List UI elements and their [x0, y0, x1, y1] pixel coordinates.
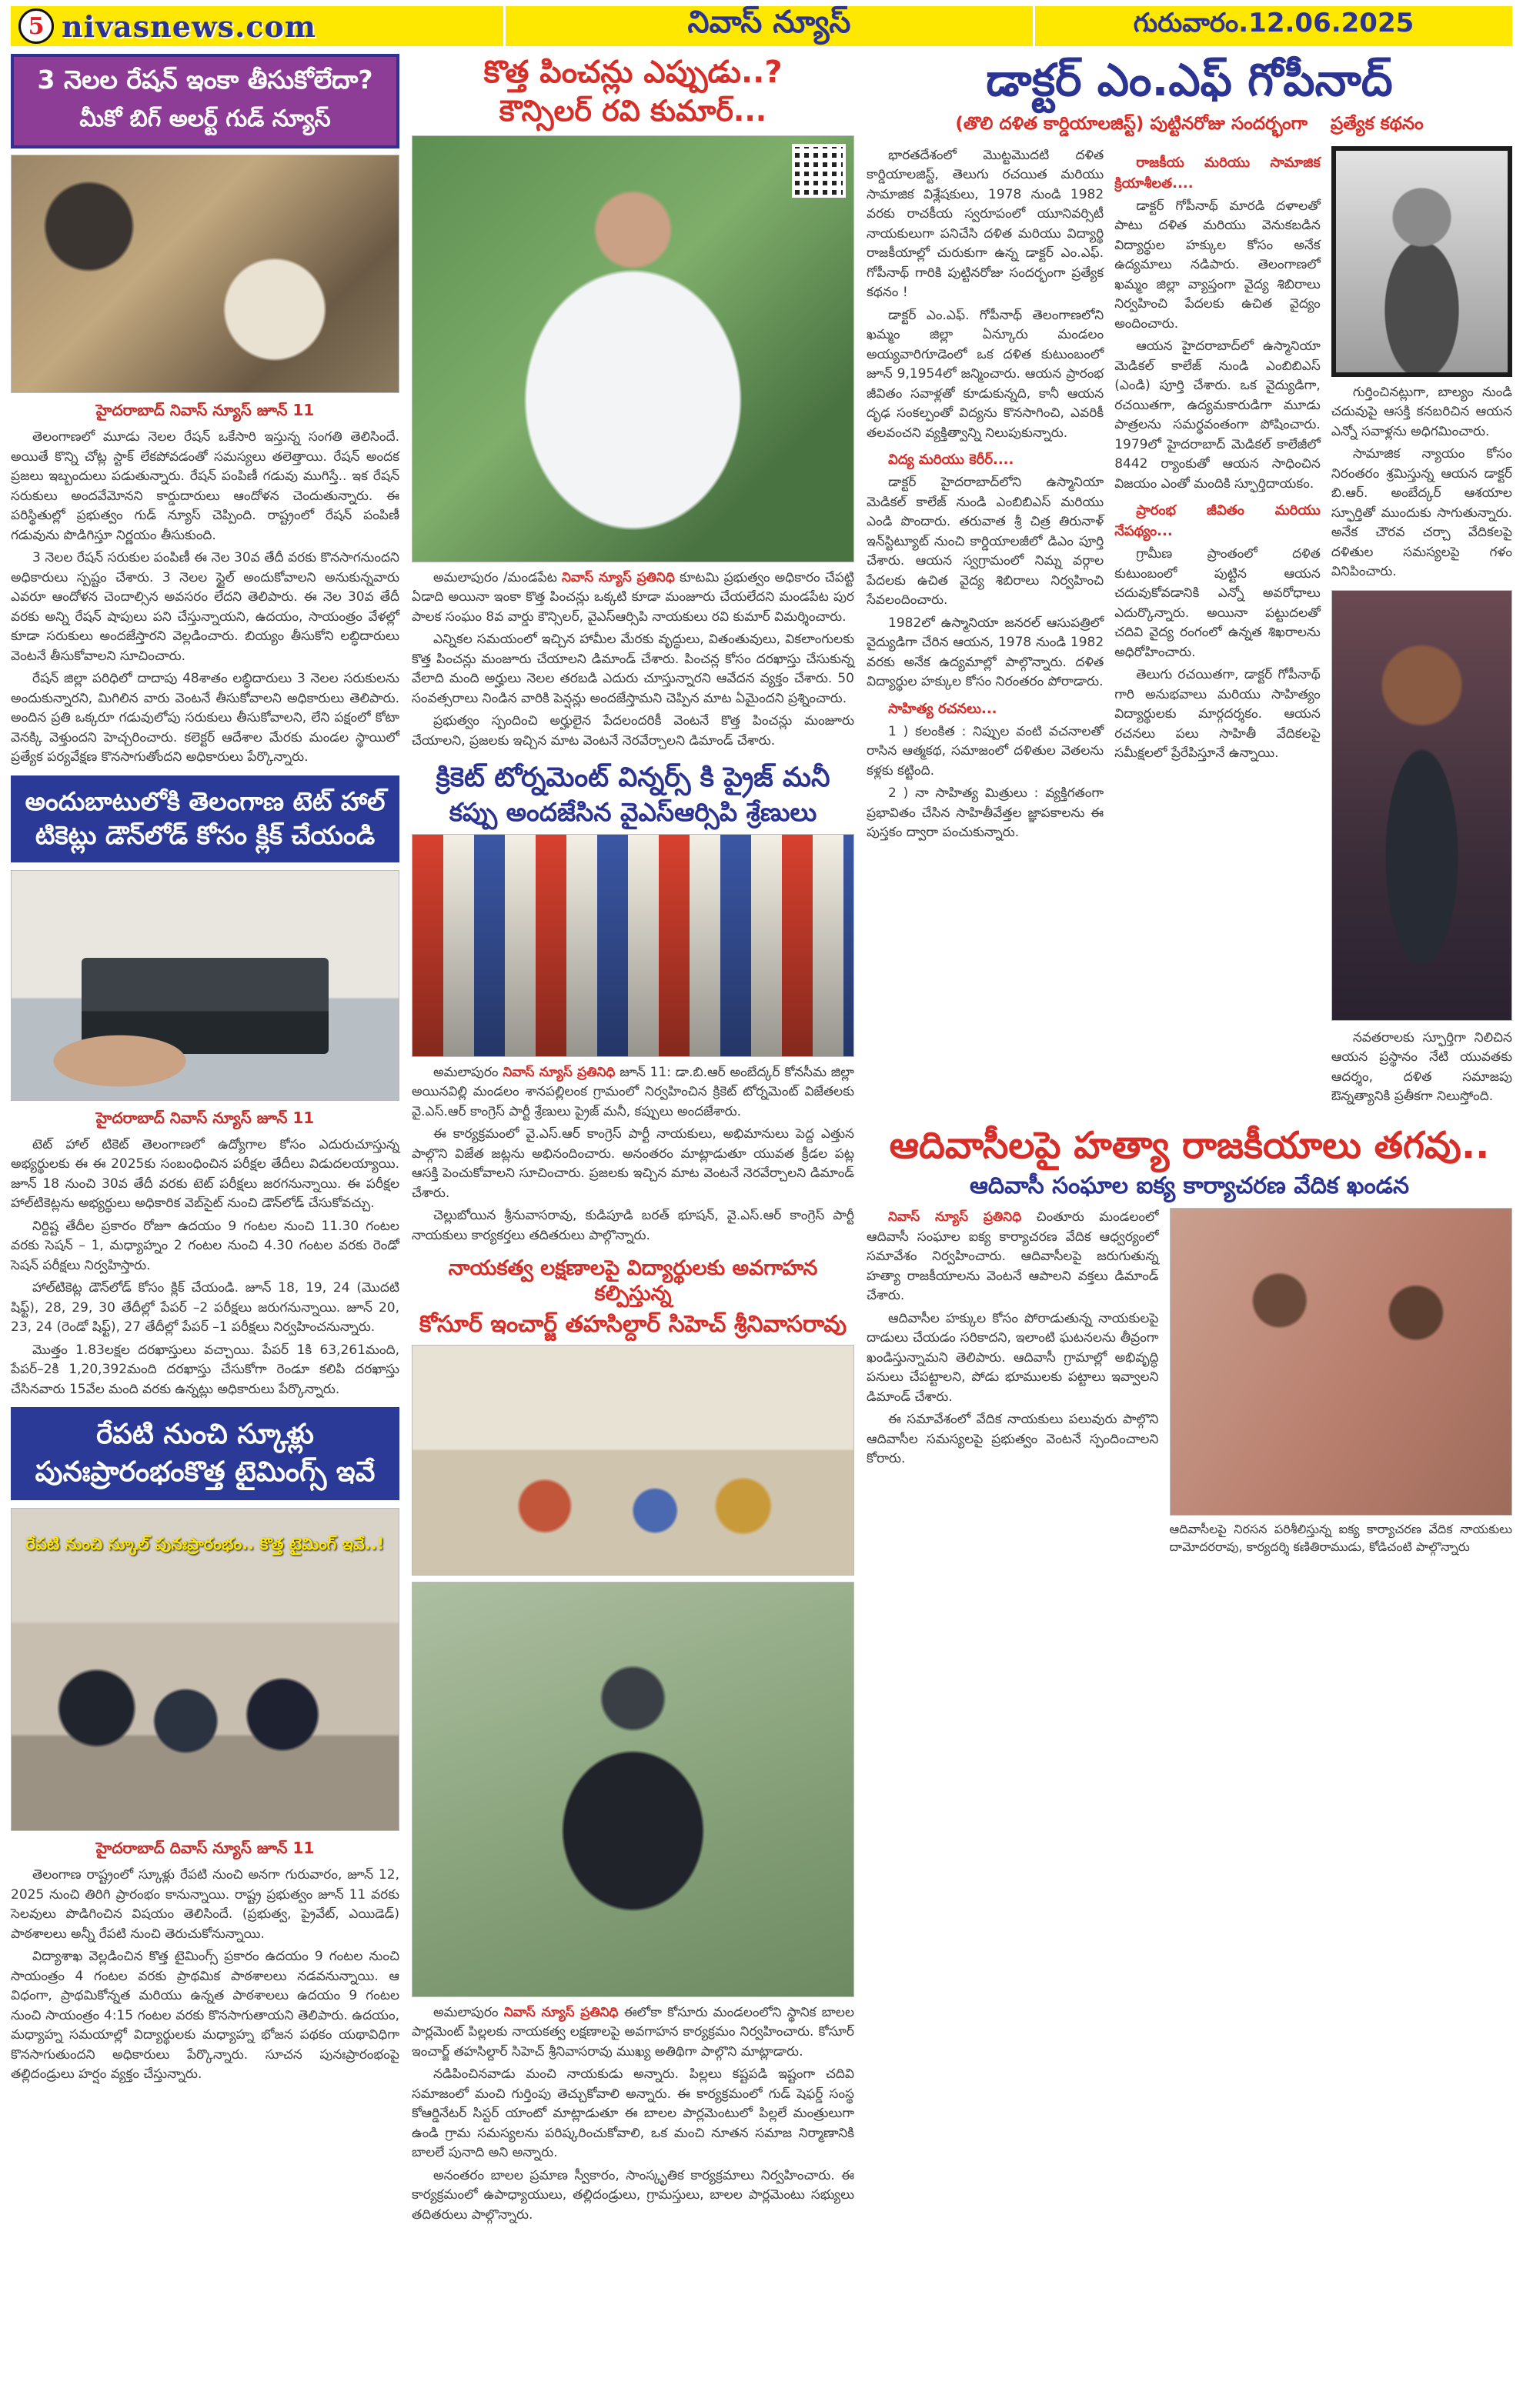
ration-body: [11, 428, 399, 768]
pension-body: [412, 569, 854, 752]
cricket-headline-line2: కప్పు అందజేసిన వైఎస్ఆర్సిపి శ్రేణులు: [449, 797, 817, 828]
cricket-lead: [412, 1063, 854, 1122]
leadership-lead-rest: ఈలోకా కోసూరు మండలంలోని స్థానిక బాలల పార్లమెంట్ పిల్లలకు నాయకత్వ లక్షణాలపై అవగాహన కార్యక్రమం నిర్వహించారు. కోసూర్ ఇంచార్జ్ తహసిల్దార్ సిహెచ్ శ్రీనివాసరావు ముఖ్య అతిథిగా పాల్గొని మాట్లాడారు.: [412, 2004, 854, 2059]
ration-paragraph: తెలంగాణలో మూడు నెలల రేషన్ ఒకేసారి ఇస్తున్న సంగతి తెలిసిందే. అయితే కొన్ని చోట్ల స్టాక్ లేకపోవడంతో సమస్యలు తలెత్తాయి. రేషన్ అందక ప్రజలు ఇబ్బందులు పడుతున్నారు. రేషన్ పంపిణీ గడువు ముగిస్తే.. ఇక రేషన్ సరుకులు అందవేమోనని కార్డుదారులు ఆందోళన చెందుతున్నారు. ఈ పరిస్థితుల్లో ప్రభుత్వం గుడ్ న్యూస్ చెప్పింది. రాష్ట్రంలో రేషన్ పంపిణీ గడువును పొడిగిస్తూ నిర్ణయం తీసుకుంది.: [11, 429, 399, 543]
leadership-headline-line2: కోసూర్ ఇంచార్జ్ తహసిల్దార్ సిహెచ్ శ్రీనివాసరావు: [419, 1310, 847, 1338]
pension-headline-line2: కౌన్సిలర్ రవి కుమార్...: [499, 94, 767, 128]
adivasi-lead: [867, 1208, 1159, 1306]
article-gopinath: [867, 54, 1512, 1110]
reporter-tag: నివాస్ న్యూస్ ప్రతినిధి: [503, 1064, 616, 1080]
masthead-left: [11, 6, 503, 46]
cricket-paragraph: ఈ కార్యక్రమంలో వై.ఎస్.ఆర్ కాంగ్రెస్ పార్టీ నాయకులు, అభిమానులు పెద్ద ఎత్తున పాల్గొని విజేత జట్లను అభినందించారు. అనంతరం మాట్లాడుతూ యువత క్రీడల పట్ల ఆసక్తి పెంచుకోవాలని సూచించారు. ప్రజలకు ఇచ్చిన మాట వెంటనే నెరవేర్చాలని డిమాండ్ చేశారు.: [412, 1126, 854, 1201]
pension-lead-prefix: అమలాపురం /మండపేట: [433, 569, 562, 585]
cricket-headline-line1: క్రికెట్ టోర్నమెంట్ విన్నర్స్ కి ప్రైజ్ మనీ: [436, 762, 830, 794]
adivasi-lead-rest: చింతూరు మండలంలో ఆదివాసీ సంఘాల ఐక్య కార్యాచరణ వేదిక ఆధ్వర్యంలో సమావేశం నిర్వహించారు. ఆదివాసీలపై జరుగుతున్న హత్యా రాజకీయాలను వెంటనే ఆపాలని వక్తలు డిమాండ్ చేశారు.: [867, 1209, 1159, 1304]
article-ration: [11, 54, 399, 768]
schools-dateline: హైదరాబాద్ దివాస్ న్యూస్ జూన్ 11: [95, 1839, 315, 1858]
middle-column: [412, 54, 854, 2228]
pension-headline-line1: కొత్త పించన్లు ఎప్పుడు..?: [483, 55, 783, 90]
pension-paragraph: ఎన్నికల సమయంలో ఇచ్చిన హామీల మేరకు వృద్ధులు, వితంతువులు, వికలాంగులకు కొత్త పించన్లు మంజూరు చేయాలని డిమాండ్ చేశారు. పించన్ల కోసం దరఖాస్తు చేసుకున్న వేలాది మంది అర్హులు నెలల తరబడి ఎదురు చూస్తున్నారని ఆవేదన వ్యక్తం చేశారు. 50 సంవత్సరాలు నిండిన వారికి పెన్షన్లు అందజేస్తామని చెప్పిన మాట ఏమైందని ప్రశ్నించారు.: [412, 632, 854, 706]
article-schools: [11, 1407, 399, 2085]
gopinath-paragraph: డాక్టర్ ఎం.ఎఫ్. గోపీనాథ్ తెలంగాణలోని ఖమ్మం జిల్లా ఏన్కూరు మండలం అయ్యవారిగూడెంలో ఒక దళిత కుటుంబంలో జూన్ 9,1954లో జన్మించారు. ఆయన ప్రారంభ జీవితం సవాళ్లతో కూడుకున్నది, కానీ ఆయన దృఢ సంకల్పంతో విద్యను కొనసాగించి, ఎవరికీ తలవంచని వ్యక్తిత్వాన్ని నిలుపుకున్నారు.: [867, 307, 1104, 441]
pension-lead-rest: కూటమి ప్రభుత్వం అధికారం చేపట్టి ఏడాది అయినా ఇంకా కొత్త పించన్లు ఒక్కటి కూడా మంజూరు చేయలేదని మండపేట పుర పాలక సంఘం 8వ వార్డు కౌన్సిలర్, వైఎస్ఆర్సిపి నాయకులు రవి కుమార్ విమర్శించారు.: [412, 569, 854, 625]
gopinath-paragraph: ఆయన హైదరాబాద్‌లో ఉస్మానియా మెడికల్ కాలేజ్ నుండి ఎంబిబిఎస్ (ఎండి) పూర్తి చేశారు. ఒక వైద్యుడిగా, రచయితగా, ఉద్యమకారుడిగా మూడు పాత్రలను సమర్థవంతంగా పోషించారు. 1979లో హైదరాబాద్ మెడికల్ కాలేజీలో 8442 ర్యాంకుతో ఆయన సాధించిన విజయం ఎంతో మందికి స్ఫూర్తిదాయకం.: [1114, 339, 1321, 492]
gopinath-subhead-1: (తొలి దళిత కార్డియాలజిస్ట్) పుట్టినరోజు సందర్భంగా: [955, 113, 1308, 134]
adivasi-leaders-photo: [1170, 1208, 1513, 1516]
left-column: [11, 54, 399, 2228]
page-columns: [11, 54, 1512, 2228]
site-name-link[interactable]: nivasnews.com: [62, 8, 316, 44]
adivasi-content: [867, 1208, 1512, 1556]
leadership-lead-prefix: అమలాపురం: [433, 2004, 504, 2020]
gopinath-paragraph: భారతదేశంలో మొట్టమొదటి దళిత కార్డియాలజిస్ట్, తెలుగు రచయిత మరియు సామాజిక విశ్లేషకులు, 1978 నుండి 1982 వరకు రాచకీయ స్వరూపంలో యూనివర్సిటీ నాయకులుగా పనిచేసి దళిత మరియు విద్యార్థి రాజకీయాల్లో చురుకుగా ఉన్న డాక్టర్ ఎం.ఎఫ్. గోపీనాథ్ గారికి పుట్టినరోజు సందర్భంగా ప్రత్యేక కథనం !: [867, 147, 1104, 301]
article-leadership: [412, 1256, 854, 2225]
tet-paragraph: హాల్‌టికెట్ల డౌన్‌లోడ్ కోసం క్లిక్ చేయండి. జూన్ 18, 19, 24 (మొదటి షిఫ్ట్), 28, 29, 30 తేదీల్లో పేపర్ –2 పరీక్షలు జరుగనున్నాయి. జూన్ 20, 23, 24 (రెండో షిఫ్ట్), 27 తేదీల్లో పేపర్ –1 పరీక్షలు నిర్వహించనున్నారు.: [11, 1280, 399, 1336]
gopinath-paragraph: తెలుగు రచయితగా, డాక్టర్ గోపీనాథ్ గారి అనుభవాలు మరియు సాహిత్యం విద్యార్థులకు మార్గదర్శకం. ఆయన రచనలు పలు సాహితీ వేదికలపై సమీక్షలలో ప్రేరేపిస్తూనే ఉన్నాయి.: [1114, 667, 1321, 762]
students-walking-photo: [11, 1508, 399, 1831]
hands-shape: [42, 1031, 197, 1090]
tet-paragraph: నిర్దిష్ట తేదీల ప్రకారం రోజూ ఉదయం 9 గంటల నుంచి 11.30 గంటల వరకు సెషన్ – 1, మధ్యాహ్నం 2 గంటల నుంచి 4.30 గంటల వరకు రెండో సెషన్ పరీక్షలు నిర్వహిస్తారు.: [11, 1218, 399, 1273]
gopinath-list-item: 1 ) కలంకిత : నిప్పుల వంటి వచనాలతో రాసిన ఆత్మకథ, సమాజంలో దళితుల వెతలను కళ్లకు కట్టింది.: [867, 723, 1104, 779]
tahsildar-speech-photo: [412, 1582, 854, 1997]
gopinath-columns: [867, 146, 1512, 1110]
gopinath-paragraph: డాక్టర్ గోపీనాథ్ మారడి దళాలతో పాటు దళిత మరియు వెనుకబడిన విద్యార్థుల హక్కుల కోసం అనేక ఉద్యమాలు నడిపారు. తెలంగాణలో ఖమ్మం జిల్లా వ్యాప్తంగా వైద్య శిబిరాలు నిర్వహించి పేదలకు ఉచిత వైద్యం అందించారు.: [1114, 198, 1321, 332]
adivasi-paragraph: ఆదివాసీల హక్కుల కోసం పోరాడుతున్న నాయకులపై దాడులు చేయడం సరికాదని, ఇలాంటి ఘటనలను తీవ్రంగా ఖండిస్తున్నామని తెలిపారు. ఆదివాసీ గ్రామాల్లో అభివృద్ధి పనులు చేపట్టాలని, పోడు భూములకు పట్టాలు ఇవ్వాలని డిమాండ్ చేశారు.: [867, 1310, 1159, 1405]
laptop-typing-photo: [11, 870, 399, 1101]
article-pension: [412, 54, 854, 751]
tet-dateline: హైదరాబాద్ నివాస్ న్యూస్ జూన్ 11: [95, 1108, 315, 1127]
gopinath-paragraph: 1982లో ఉస్మానియా జనరల్ ఆసుపత్రిలో వైద్యుడిగా చేరిన ఆయన, 1978 నుండి 1982 వరకు అనేక ఉద్యమాల్లో పాల్గొన్నారు. దళిత విద్యార్థుల హక్కుల కోసం నిరంతరం పోరాడారు.: [867, 615, 1104, 690]
qr-code: [792, 144, 846, 198]
tet-paragraph: మొత్తం 1.83లక్షల దరఖాస్తులు వచ్చాయి. పేపర్ 1కి 63,261మంది, పేపర్–2కి 1,20,392మంది దరఖాస్తు చేసుకోగా రెండూ కలిపి దరఖాస్తు చేసినవారు 15వేల మంది వరకు ఉన్నట్లు అధికారులు పేర్కొన్నారు.: [11, 1342, 399, 1397]
masthead-title: నివాస్ న్యూస్: [687, 5, 851, 40]
adivasi-headline: ఆదివాసీలపై హత్యా రాజకీయాలు తగవు..: [889, 1123, 1490, 1167]
pension-paragraph: ప్రభుత్వం స్పందించి అర్హులైన పేదలందరికీ వెంటనే కొత్త పించన్లు మంజూరు చేయాలని, ప్రజలకు ఇచ్చిన మాట వెంటనే నెరవేర్చాలని డిమాండ్ చేశారు.: [412, 713, 854, 749]
councillor-ravi-kumar-photo: [412, 135, 854, 562]
children-parliament-photo: [412, 1345, 854, 1576]
leadership-lead: [412, 2003, 854, 2063]
leadership-paragraph: నడిపించినవాడు మంచి నాయకుడు అన్నారు. పిల్లలు కష్టపడి ఇష్టంగా చదివి సమాజంలో మంచి గుర్తింపు తెచ్చుకోవాలి అన్నారు. ఈ కార్యక్రమంలో గుడ్ షెఫర్డ్ సంస్థ కోఆర్డినేటర్ సిస్టర్ యాంటో మాట్లాడుతూ ఈ బాలల పార్లమెంటులో పిల్లలే మంత్రులుగా ఉండి గ్రామ సమస్యలను పరిష్కరించుకోవాలి, ఒక మంచి నూతన సమాజ నిర్మాణానికి బాలలే పునాది అని అన్నారు.: [412, 2066, 854, 2161]
gopinath-bw-portrait-photo: [1331, 146, 1512, 377]
tet-paragraph: టెట్ హాల్ టికెట్ తెలంగాణలో ఉద్యోగాల కోసం ఎదురుచూస్తున్న అభ్యర్థులకు ఈ ఈ 2025కు సంబంధించిన పరీక్షల తేదీలు విడుదలయ్యాయి. జూన్ 18 నుంచి 30వ తేదీ వరకు టెట్ పరీక్షలు జరగనున్నాయి. ఈ పరీక్షల హాల్‌టికెట్లను అభ్యర్థులు అధికారిక వెబ్‌సైట్ నుంచి డౌన్‌లోడ్ చేసుకోవచ్చు.: [11, 1136, 399, 1212]
gopinath-paragraph: గుర్తించినట్లుగా, బాల్యం నుండి చదువుపై ఆసక్తి కనబరిచిన ఆయన ఎన్నో సవాళ్లను అధిగమించారు.: [1331, 384, 1512, 439]
leadership-body: [412, 2003, 854, 2226]
gopinath-subheading: సాహిత్య రచనలు...: [888, 700, 997, 717]
tet-body: [11, 1136, 399, 1400]
ration-dateline: హైదరాబాద్ నివాస్ న్యూస్ జూన్ 11: [95, 401, 315, 419]
masthead-right: [1035, 6, 1512, 46]
schools-headline-line1: రేపటి నుంచి స్కూళ్లు: [96, 1419, 314, 1451]
schools-paragraph: విద్యాశాఖ వెల్లడించిన కొత్త టైమింగ్స్ ప్రకారం ఉదయం 9 గంటల నుంచి సాయంత్రం 4 గంటల వరకు ప్రాథమిక పాఠశాలలు నడవనున్నాయి. ఆ విధంగా, ప్రాథమికోన్నత మరియు ఉన్నత పాఠశాలలు ఉదయం 9 గంటల నుంచి సాయంత్రం 4:15 గంటల వరకు కొనసాగుతాయని తెలిపారు. ఉదయం, మధ్యాహ్న సమయాల్లో విద్యార్థులకు మధ్యాహ్న భోజన పథకం యథావిధిగా కొనసాగుతుందని అధికారులు పేర్కొన్నారు. సూచన పునఃప్రారంభంపై తల్లిదండ్రులు హర్షం వ్యక్తం చేస్తున్నారు.: [11, 1949, 399, 2083]
school-photo-overlay-text: రేపటి నుంచి స్కూల్ పునఃప్రారంభం.. కొత్త టైమింగ్ ఇవే..!: [25, 1535, 385, 1554]
masthead-center: [503, 6, 1035, 46]
schools-paragraph: తెలంగాణ రాష్ట్రంలో స్కూళ్లు రేపటి నుంచి అనగా గురువారం, జూన్ 12, 2025 నుంచి తిరిగి ప్రారంభం కానున్నాయి. రాష్ట్ర ప్రభుత్వం జూన్ 11 వరకు సెలవులు పొడిగించిన విషయం తెలిసిందే. (ప్రభుత్వ, ప్రైవేట్, ఎయిడెడ్) పాఠశాలలు అన్నీ రేపటి నుంచి తెరుచుకోనున్నాయి.: [11, 1867, 399, 1942]
gopinath-paragraph: నవతరాలకు స్ఫూర్తిగా నిలిచిన ఆయన ప్రస్థానం నేటి యువతకు ఆదర్శం, దళిత సమాజపు ఔన్నత్యానికి ప్రతీకగా నిలుస్తోంది.: [1331, 1029, 1512, 1105]
adivasi-photo-caption: ఆదివాసీలపై నిరసన పరిశీలిస్తున్న ఐక్య కార్యాచరణ వేదిక నాయకులు దామోదరరావు, కార్యదర్శి కణితిరాముడు, కోడిచంటి పాల్గొన్నారు: [1169, 1522, 1512, 1555]
ration-paragraph: రేషన్ జిల్లా పరిధిలో దాదాపు 48శాతం లబ్ధిదారులు 3 నెలల సరుకులను అందుకున్నారని, మిగిలిన వారు వెంటనే తీసుకోవాలని అధికారులు తెలిపారు. అందిన ప్రతి ఒక్కరూ గడువులోపు సరుకులు తీసుకోవాలని, లేని పక్షంలో కోటా వెనక్కి వెళ్తుందని హెచ్చరించారు. కలెక్టర్ ఆదేశాల మేరకు మండల స్థాయిలో ప్రత్యేక పర్యవేక్షణ కొనసాగుతోందని అధికారులు పేర్కొన్నారు.: [11, 671, 399, 765]
gopinath-col-c: [1331, 146, 1512, 1110]
gopinath-color-portrait-photo: [1331, 590, 1512, 1021]
masthead-bar: [11, 6, 1512, 46]
cricket-body: [412, 1063, 854, 1246]
gopinath-subheading: ప్రారంభ జీవితం మరియు నేపథ్యం...: [1114, 502, 1321, 540]
pension-lead: [412, 569, 854, 628]
tet-headline-line2: టికెట్లు డౌన్‌లోడ్ కోసం క్లిక్ చేయండి: [35, 820, 376, 851]
adivasi-photo-block: [1170, 1208, 1513, 1556]
right-column: [867, 54, 1512, 2228]
ration-paragraph: 3 నెలల రేషన్ సరుకుల పంపిణీ ఈ నెల 30వ తేదీ వరకు కొనసాగనుందని అధికారులు స్పష్టం చేశారు. 3 నెలల స్టైల్ అందుకోవాలని అనుకున్నవారు ఎవరూ ఆందోళన చెందాల్సిన అవసరం లేదని తెలిపారు. ఈ నెల 30వ తేదీ వరకు అన్ని రేషన్ షాపులు పని చేస్తున్నాయని, ఉదయం, సాయంత్రం వేళల్లో కూడా సరుకులు అందజేస్తారని వెల్లడించారు. బియ్యం తీసుకోని లబ్ధిదారులు వెంటనే తీసుకోవాలని సూచించారు.: [11, 550, 399, 664]
article-cricket: [412, 762, 854, 1246]
gopinath-paragraph: సామాజిక న్యాయం కోసం నిరంతరం శ్రమిస్తున్న ఆయన డాక్టర్ బి.ఆర్. అంబేద్కర్ ఆశయాల స్ఫూర్తితో ముందుకు సాగుతున్నారు. అనేక చౌరవ చర్చా వేదికలపై దళితుల సమస్యలపై గళం వినిపించారు.: [1331, 446, 1512, 580]
schools-body: [11, 1866, 399, 2085]
gopinath-col-a: [867, 146, 1104, 1110]
page-number-badge: [18, 8, 54, 44]
cricket-prize-photo: [412, 834, 854, 1057]
gopinath-list-item: 2 ) నా సాహిత్య మిత్రులు : వ్యక్తిగతంగా ప్రభావితం చేసిన సాహితీవేత్తల జ్ఞాపకాలను ఈ పుస్తకం ద్వారా పంచుకున్నారు.: [867, 785, 1104, 841]
gopinath-subline: [867, 114, 1512, 138]
leadership-paragraph: అనంతరం బాలల ప్రమాణ స్వీకారం, సాంస్కృతిక కార్యక్రమాలు నిర్వహించారు. ఈ కార్యక్రమంలో ఉపాధ్యాయులు, తల్లిదండ్రులు, గ్రామస్తులు, బాలల పార్లమెంటు సభ్యులు తదితరులు పాల్గొన్నారు.: [412, 2167, 854, 2223]
leadership-headline-line1: నాయకత్వ లక్షణాలపై విద్యార్థులకు అవగాహన కల్పిస్తున్న: [448, 1256, 818, 1306]
schools-headline-line2: పునఃప్రారంభంకొత్త టైమింగ్స్ ఇవే: [35, 1456, 376, 1488]
gopinath-subheading: రాజకీయ మరియు సామాజిక క్రియాశీలత....: [1114, 154, 1321, 192]
reporter-tag: నివాస్ న్యూస్ ప్రతినిధి: [503, 2004, 619, 2020]
tet-headline-line1: అందుబాటులోకి తెలంగాణ టెట్ హాల్: [25, 785, 386, 816]
edition-date: గురువారం.12.06.2025: [1133, 8, 1414, 38]
schools-headline-box: [11, 1407, 399, 1500]
page-number: 5: [28, 12, 45, 40]
cricket-lead-prefix: అమలాపురం: [433, 1064, 503, 1080]
article-tet: [11, 775, 399, 1400]
adivasi-subhead: ఆదివాసీ సంఘాల ఐక్య కార్యాచరణ వేదిక ఖండన: [969, 1172, 1410, 1200]
gopinath-subheading: విద్య మరియు కెరీర్....: [888, 452, 1014, 469]
ration-headline-line1: 3 నెలల రేషన్ ఇంకా తీసుకోలేదా?: [37, 65, 373, 95]
ration-headline-box: [11, 54, 399, 148]
adivasi-body: [867, 1208, 1159, 1556]
cricket-lead-rest: జూన్ 11: డా.బి.ఆర్ అంబేద్కర్ కోనసీమ జిల్లా అయినవిల్లి మండలం శానపల్లిలంక గ్రామంలో నిర్వహించిన క్రికెట్ టోర్నమెంట్ విజేతలకు వై.ఎస్.ఆర్ కాంగ్రెస్ పార్టీ శ్రేణులు ప్రైజ్ మనీ, కప్పులు అందజేశారు.: [412, 1064, 854, 1119]
tet-download-banner[interactable]: [11, 775, 399, 862]
ration-headline-line2: మీకో బిగ్ అలర్ట్ గుడ్ న్యూస్: [79, 105, 331, 132]
reporter-tag: నివాస్ న్యూస్ ప్రతినిధి: [888, 1209, 1022, 1226]
ration-distribution-photo: [11, 155, 399, 393]
gopinath-col-b: [1114, 146, 1321, 1110]
article-adivasi: [867, 1124, 1512, 1556]
gopinath-paragraph: గ్రామీణ ప్రాంతంలో దళిత కుటుంబంలో పుట్టిన ఆయన చదువుకోవడానికి ఎన్నో అవరోధాలు ఎదుర్కొన్నారు. అయినా పట్టుదలతో చదివి వైద్య రంగంలో ఉన్నత శిఖరాలను అధిరోహించారు.: [1114, 546, 1321, 660]
adivasi-paragraph: ఈ సమావేశంలో వేదిక నాయకులు పలువురు పాల్గొని ఆదివాసీల సమస్యలపై ప్రభుత్వం వెంటనే స్పందించాలని కోరారు.: [867, 1412, 1159, 1467]
reporter-tag: నివాస్ న్యూస్ ప్రతినిధి: [562, 569, 675, 585]
gopinath-paragraph: డాక్టర్ హైదరాబాద్‌లోని ఉస్మానియా మెడికల్ కాలేజ్ నుండి ఎంబిబిఎస్ మరియు ఎండి పొందారు. తరువాత శ్రీ చిత్ర తిరునాళ్ ఇన్‌స్టిట్యూట్ నుంచి కార్డియాలజీలో డిఎం పూర్తి చేశారు. ఆయన స్వగ్రామంలో నిమ్న వర్గాల పేదలకు ఉచిత వైద్య శిబిరాలు నిర్వహించి సేవలందించారు.: [867, 475, 1104, 609]
cricket-paragraph: చెల్లుబోయిన శ్రీనువాసరావు, కుడిపూడి బరత్ భూషన్, వై.ఎస్.ఆర్ కాంగ్రెస్ పార్టీ నాయకులు కార్యకర్తలు తదితరులు పాల్గొన్నారు.: [412, 1208, 854, 1243]
gopinath-subhead-2: ప్రత్యేక కథనం: [1330, 113, 1424, 134]
gopinath-headline: డాక్టర్ ఎం.ఎఫ్ గోపీనాద్: [986, 54, 1393, 106]
